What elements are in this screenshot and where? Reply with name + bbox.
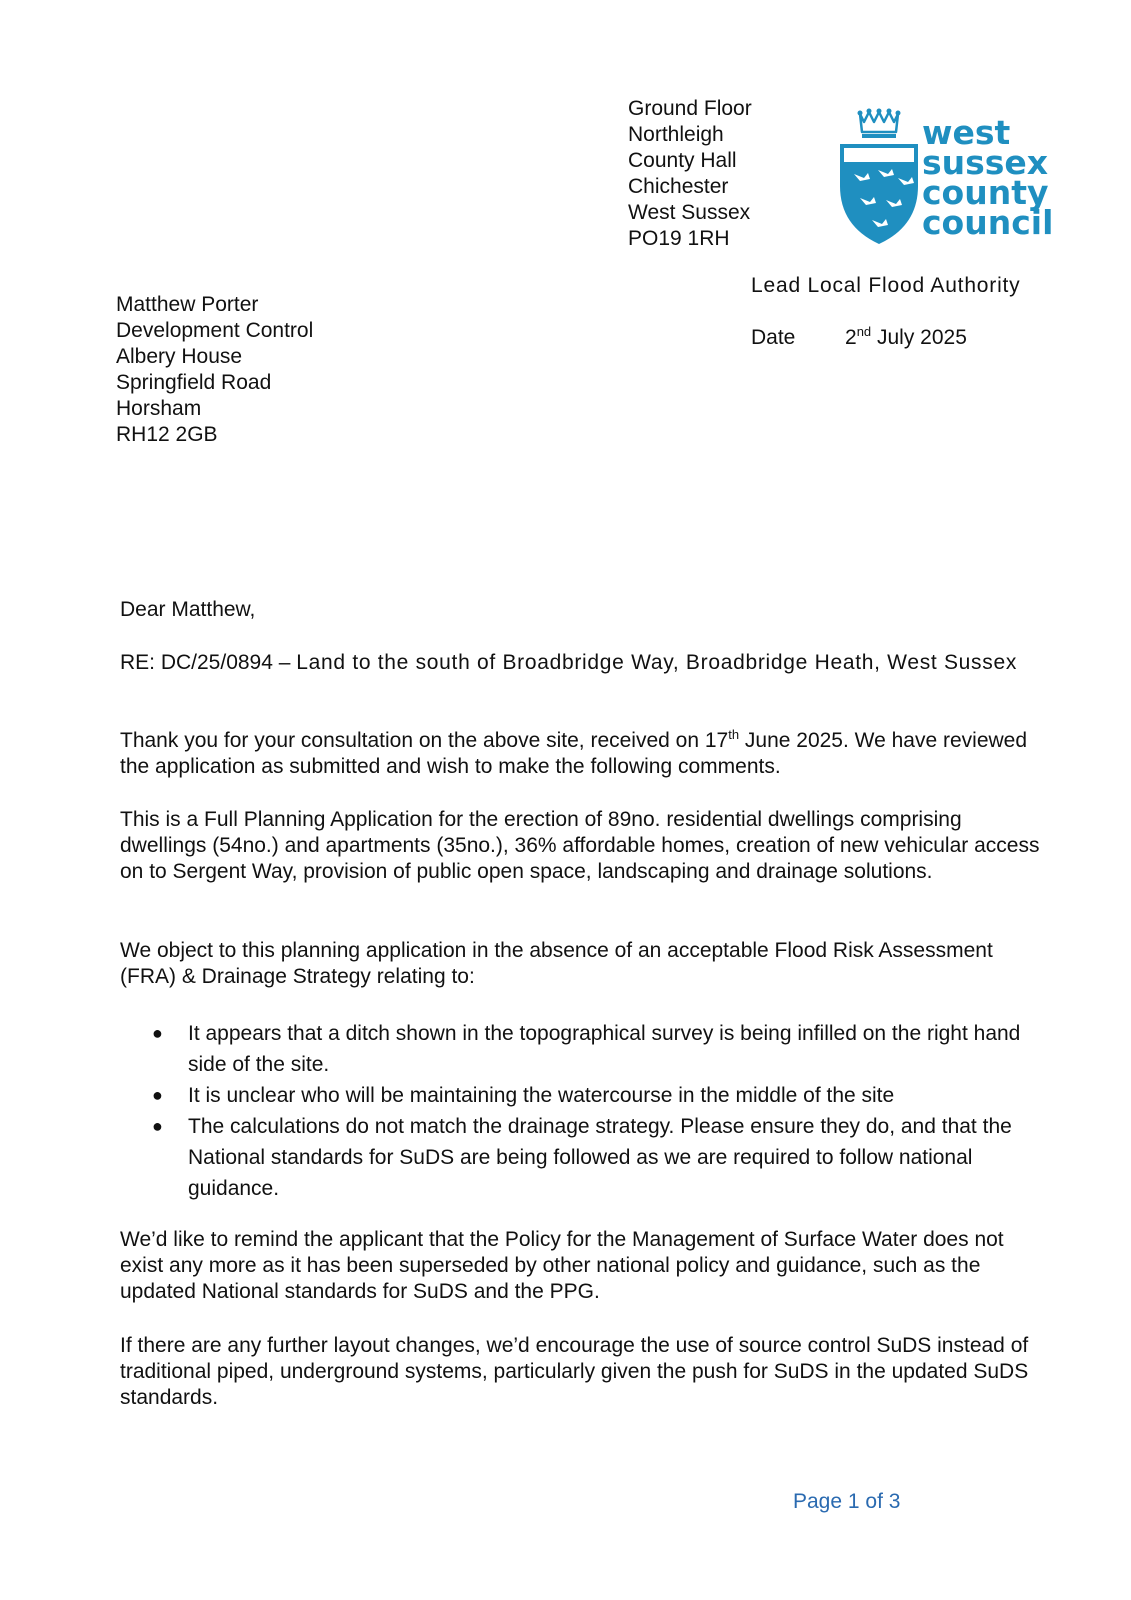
crowned-shield-martlets-icon: [840, 109, 918, 245]
bullet-icon: ●: [152, 1116, 163, 1136]
date-suffix: th: [728, 727, 740, 742]
paragraph-text: Thank you for your consultation on the above site, received on 17: [120, 729, 729, 752]
list-item-text: The calculations do not match the drainage strategy. Please ensure they do, and that the National standards for SuDS are being followed as we are required to follow national guidance.: [188, 1115, 1012, 1200]
reference-subject: Land to the south of Broadbridge Way, Broadbridge Heath, West Sussex: [296, 651, 1018, 674]
paragraph-consultation: [120, 728, 1040, 780]
reference-line: [120, 650, 1040, 676]
sender-address-line: Ground Floor: [628, 97, 752, 120]
bullet-icon: ●: [152, 1085, 163, 1105]
date-rest: July 2025: [871, 326, 967, 349]
paragraph-text: June 2025. We have reviewed the application as submitted and wish to make the following comments.: [120, 729, 1028, 778]
paragraph-objection: We object to this planning application in the absence of an acceptable Flood Risk Assessment (FRA) & Drainage Strategy relating to:: [120, 939, 993, 988]
sender-address-line: PO19 1RH: [628, 227, 730, 250]
council-logo: [838, 108, 1058, 248]
list-item: [120, 1018, 1040, 1080]
authority-name: Lead Local Flood Authority: [751, 274, 1021, 297]
recipient-address-line: Albery House: [116, 345, 243, 368]
list-item-text: It appears that a ditch shown in the topographical survey is being infilled on the right hand side of the site.: [188, 1022, 1021, 1076]
logo-word: county: [922, 173, 1049, 212]
letter-date: [751, 326, 967, 350]
recipient-address-line: Springfield Road: [116, 371, 272, 394]
date-label: Date: [751, 326, 796, 349]
logo-word: west: [922, 113, 1011, 152]
sender-address-line: County Hall: [628, 149, 737, 172]
sender-address-line: West Sussex: [628, 201, 751, 224]
recipient-address: [116, 292, 313, 448]
date-suffix: nd: [856, 324, 872, 339]
page-number: Page 1 of 3: [793, 1490, 901, 1513]
sender-address-line: Chichester: [628, 175, 729, 198]
sender-address-line: Northleigh: [628, 123, 724, 146]
objection-list: [120, 1018, 1040, 1204]
salutation: Dear Matthew,: [120, 598, 256, 621]
date-day: 2: [845, 326, 857, 349]
reference-number: RE: DC/25/0894 –: [120, 651, 297, 674]
paragraph-layout-advice: If there are any further layout changes, we’d encourage the use of source control SuDS instead of traditional piped, underground systems, particularly given the push for SuDS in the updated SuDS standards.: [120, 1334, 1029, 1409]
list-item: [120, 1080, 1040, 1111]
sender-address: [628, 96, 752, 252]
recipient-address-line: Horsham: [116, 397, 202, 420]
logo-word: sussex: [922, 143, 1049, 182]
bullet-icon: ●: [152, 1023, 163, 1043]
list-item-text: It is unclear who will be maintaining the watercourse in the middle of the site: [188, 1084, 895, 1107]
logo-word: council: [922, 203, 1054, 242]
paragraph-application: This is a Full Planning Application for the erection of 89no. residential dwellings comprising dwellings (54no.) and apartments (35no.), 36% affordable homes, creation of new vehicular access on to Sergent Way, provision of public open space, landscaping and drainage solutions.: [120, 808, 1040, 883]
paragraph-policy-reminder: We’d like to remind the applicant that the Policy for the Management of Surface Water does not exist any more as it has been superseded by other national policy and guidance, such as the updated National standards for SuDS and the PPG.: [120, 1228, 1004, 1303]
list-item: [120, 1111, 1040, 1204]
recipient-address-line: Matthew Porter: [116, 293, 259, 316]
recipient-address-line: RH12 2GB: [116, 423, 218, 446]
recipient-address-line: Development Control: [116, 319, 314, 342]
